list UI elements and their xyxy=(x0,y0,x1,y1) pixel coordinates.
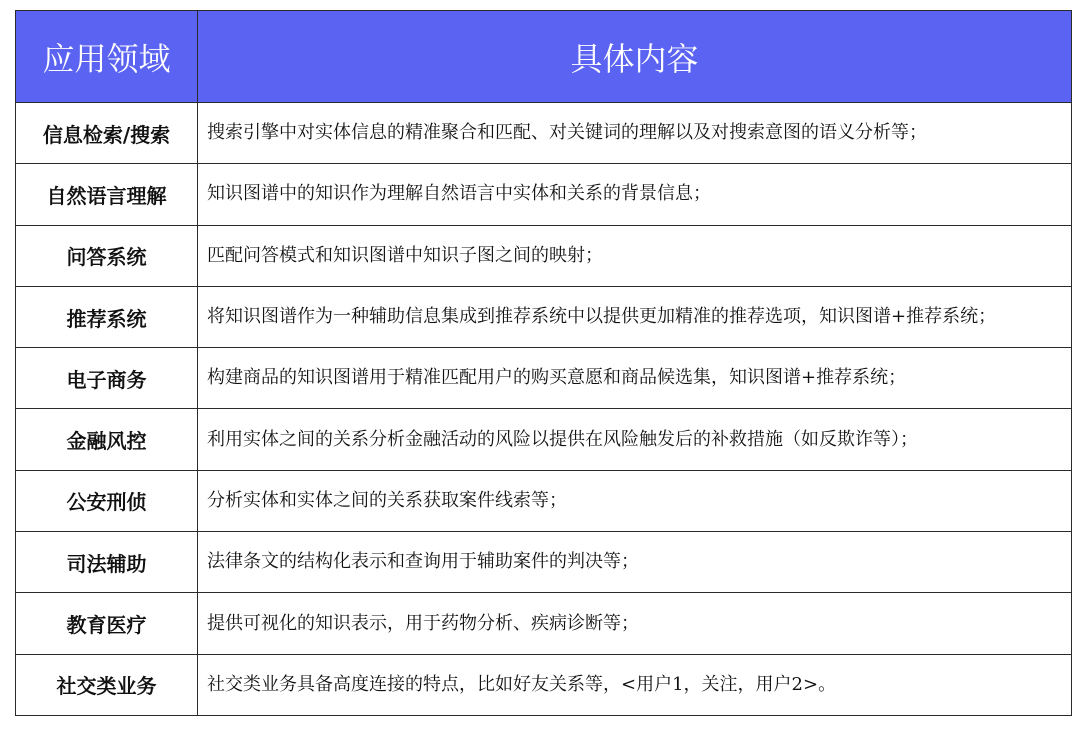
table-row xyxy=(16,409,1072,470)
table-body xyxy=(16,103,1072,716)
table-row xyxy=(16,470,1072,531)
content-cell: 分析实体和实体之间的关系获取案件线索等； xyxy=(198,470,1072,531)
table-row xyxy=(16,225,1072,286)
domain-cell: 公安刑侦 xyxy=(16,470,198,531)
content-cell: 法律条文的结构化表示和查询用于辅助案件的判决等； xyxy=(198,532,1072,593)
domain-cell: 金融风控 xyxy=(16,409,198,470)
header-specific-content: 具体内容 xyxy=(198,11,1072,103)
table-row xyxy=(16,164,1072,225)
table-row xyxy=(16,286,1072,347)
content-cell: 知识图谱中的知识作为理解自然语言中实体和关系的背景信息； xyxy=(198,164,1072,225)
domain-cell: 问答系统 xyxy=(16,225,198,286)
domain-cell: 司法辅助 xyxy=(16,532,198,593)
domain-cell: 自然语言理解 xyxy=(16,164,198,225)
domain-cell: 社交类业务 xyxy=(16,654,198,715)
table-row xyxy=(16,593,1072,654)
content-cell: 社交类业务具备高度连接的特点，比如好友关系等，<用户1，关注，用户2>。 xyxy=(198,654,1072,715)
table-row xyxy=(16,532,1072,593)
content-cell: 利用实体之间的关系分析金融活动的风险以提供在风险触发后的补救措施（如反欺诈等）； xyxy=(198,409,1072,470)
content-cell: 搜索引擎中对实体信息的精准聚合和匹配、对关键词的理解以及对搜索意图的语义分析等； xyxy=(198,103,1072,164)
domain-cell: 推荐系统 xyxy=(16,286,198,347)
table-row xyxy=(16,103,1072,164)
content-cell: 构建商品的知识图谱用于精准匹配用户的购买意愿和商品候选集，知识图谱+推荐系统； xyxy=(198,348,1072,409)
table-header xyxy=(16,11,1072,103)
content-cell: 匹配问答模式和知识图谱中知识子图之间的映射； xyxy=(198,225,1072,286)
domain-cell: 电子商务 xyxy=(16,348,198,409)
header-application-domain: 应用领域 xyxy=(16,11,198,103)
application-domains-table xyxy=(15,10,1072,716)
domain-cell: 信息检索/搜索 xyxy=(16,103,198,164)
content-cell: 提供可视化的知识表示，用于药物分析、疾病诊断等； xyxy=(198,593,1072,654)
domain-cell: 教育医疗 xyxy=(16,593,198,654)
header-row xyxy=(16,11,1072,103)
table-row xyxy=(16,348,1072,409)
table-row xyxy=(16,654,1072,715)
content-cell: 将知识图谱作为一种辅助信息集成到推荐系统中以提供更加精准的推荐选项，知识图谱+推荐系统； xyxy=(198,286,1072,347)
